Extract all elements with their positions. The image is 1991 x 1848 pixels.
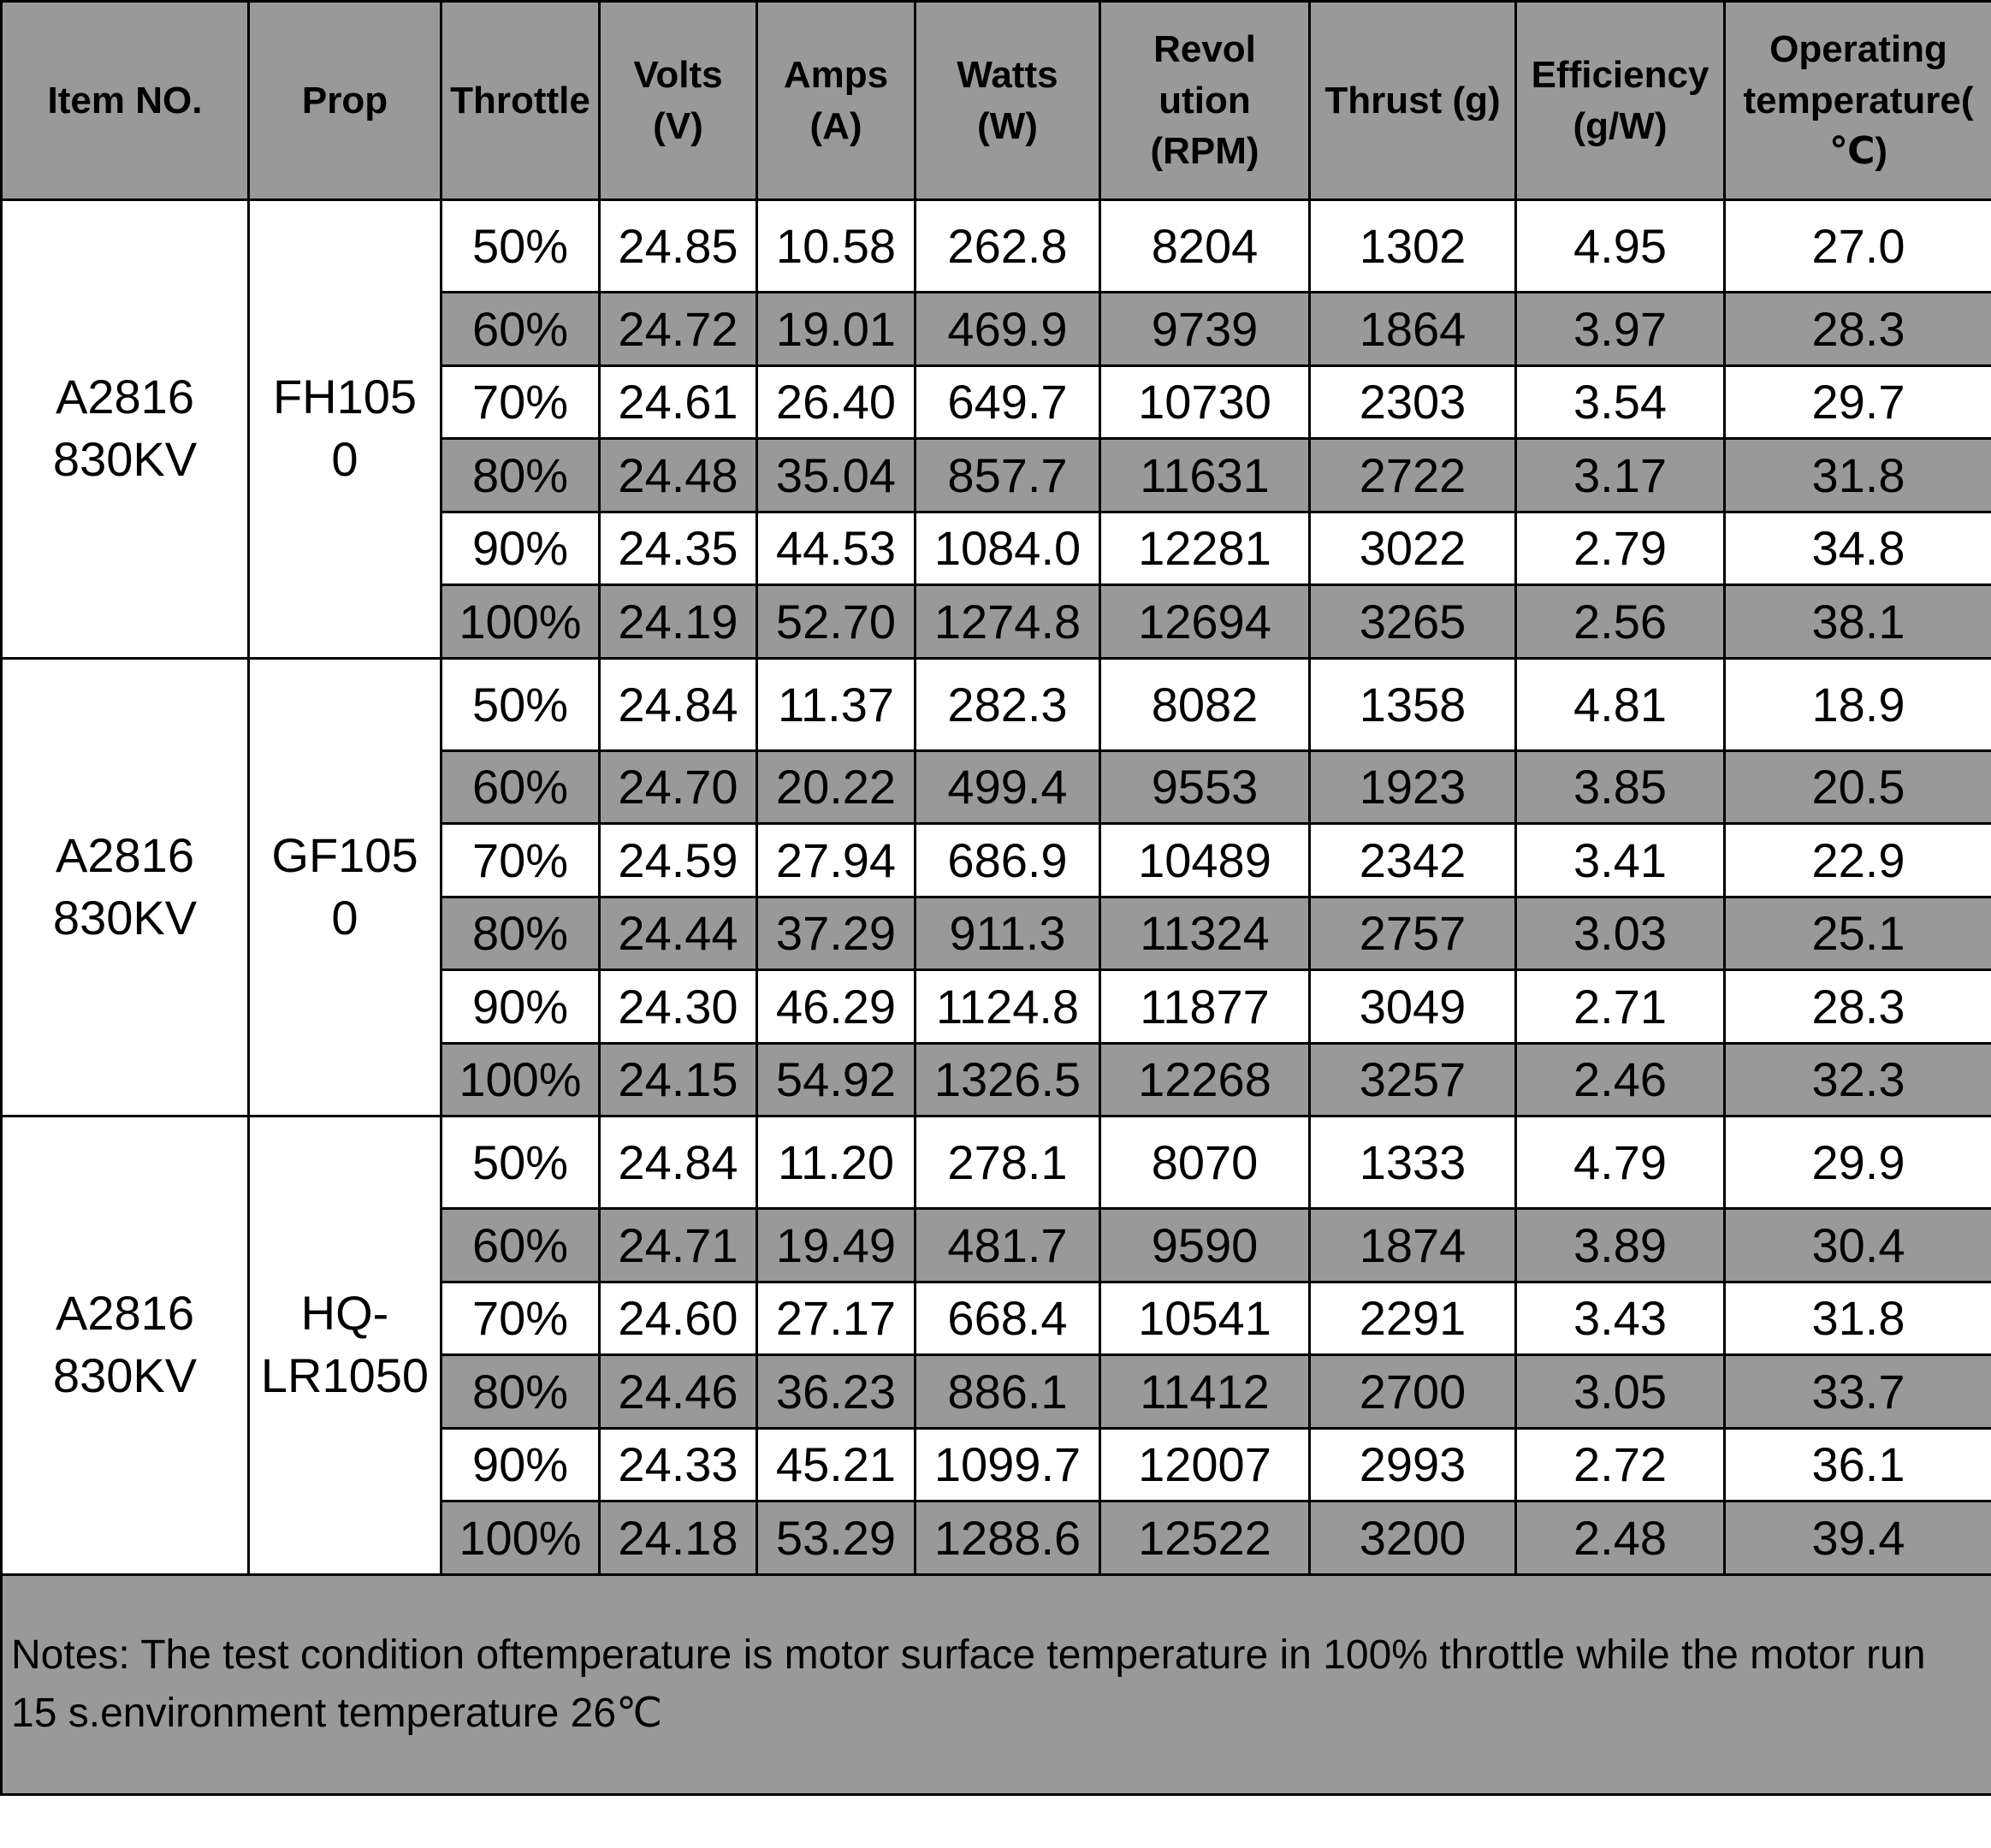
- temperature-cell: 36.1: [1725, 1428, 1991, 1502]
- header-efficiency: Efficiency (g/W): [1516, 2, 1725, 200]
- volts-cell: 24.46: [600, 1355, 757, 1429]
- throttle-cell: 90%: [441, 1428, 600, 1502]
- efficiency-cell: 3.89: [1516, 1209, 1725, 1282]
- header-item-no: Item NO.: [2, 2, 249, 200]
- notes-text: Notes: The test condition oftemperature is motor surface temperature in 100% throttle while the motor run 15 s.environment temperature 26℃: [2, 1574, 1991, 1794]
- volts-cell: 24.61: [600, 365, 757, 439]
- thrust-cell: 2757: [1310, 897, 1516, 970]
- thrust-cell: 2342: [1310, 824, 1516, 897]
- efficiency-cell: 2.48: [1516, 1502, 1725, 1575]
- header-thrust: Thrust (g): [1310, 2, 1516, 200]
- volts-cell: 24.59: [600, 824, 757, 897]
- volts-cell: 24.84: [600, 1116, 757, 1209]
- amps-cell: 10.58: [757, 200, 916, 293]
- thrust-cell: 3257: [1310, 1043, 1516, 1116]
- table-row: [2, 658, 1991, 750]
- temperature-cell: 31.8: [1725, 439, 1991, 512]
- watts-cell: 1274.8: [916, 585, 1100, 659]
- thrust-cell: 1864: [1310, 293, 1516, 366]
- header-row: [2, 2, 1991, 200]
- amps-cell: 35.04: [757, 439, 916, 512]
- throttle-cell: 100%: [441, 1502, 600, 1575]
- watts-cell: 282.3: [916, 658, 1100, 750]
- rpm-cell: 8070: [1100, 1116, 1310, 1209]
- thrust-cell: 2993: [1310, 1428, 1516, 1502]
- amps-cell: 44.53: [757, 512, 916, 585]
- thrust-cell: 3265: [1310, 585, 1516, 659]
- header-prop: Prop: [249, 2, 441, 200]
- thrust-cell: 1874: [1310, 1209, 1516, 1282]
- watts-cell: 1099.7: [916, 1428, 1100, 1502]
- temperature-cell: 33.7: [1725, 1355, 1991, 1429]
- amps-cell: 11.37: [757, 658, 916, 750]
- volts-cell: 24.60: [600, 1282, 757, 1355]
- rpm-cell: 11877: [1100, 970, 1310, 1044]
- header-throttle: Throttle: [441, 2, 600, 200]
- volts-cell: 24.72: [600, 293, 757, 366]
- rpm-cell: 12281: [1100, 512, 1310, 585]
- thrust-cell: 2291: [1310, 1282, 1516, 1355]
- watts-cell: 668.4: [916, 1282, 1100, 1355]
- efficiency-cell: 3.97: [1516, 293, 1725, 366]
- amps-cell: 27.94: [757, 824, 916, 897]
- temperature-cell: 38.1: [1725, 585, 1991, 659]
- watts-cell: 1084.0: [916, 512, 1100, 585]
- efficiency-cell: 2.46: [1516, 1043, 1725, 1116]
- throttle-cell: 80%: [441, 897, 600, 970]
- rpm-cell: 9553: [1100, 750, 1310, 824]
- amps-cell: 37.29: [757, 897, 916, 970]
- thrust-cell: 1923: [1310, 750, 1516, 824]
- table-row: [2, 1116, 1991, 1209]
- rpm-cell: 9739: [1100, 293, 1310, 366]
- rpm-cell: 10730: [1100, 365, 1310, 439]
- amps-cell: 19.49: [757, 1209, 916, 1282]
- volts-cell: 24.48: [600, 439, 757, 512]
- efficiency-cell: 4.81: [1516, 658, 1725, 750]
- temperature-cell: 29.9: [1725, 1116, 1991, 1209]
- rpm-cell: 8082: [1100, 658, 1310, 750]
- throttle-cell: 90%: [441, 970, 600, 1044]
- watts-cell: 1124.8: [916, 970, 1100, 1044]
- watts-cell: 469.9: [916, 293, 1100, 366]
- temperature-cell: 31.8: [1725, 1282, 1991, 1355]
- rpm-cell: 12522: [1100, 1502, 1310, 1575]
- watts-cell: 1326.5: [916, 1043, 1100, 1116]
- rpm-cell: 11631: [1100, 439, 1310, 512]
- thrust-cell: 1333: [1310, 1116, 1516, 1209]
- temperature-cell: 27.0: [1725, 200, 1991, 293]
- throttle-cell: 70%: [441, 1282, 600, 1355]
- amps-cell: 46.29: [757, 970, 916, 1044]
- throttle-cell: 50%: [441, 658, 600, 750]
- efficiency-cell: 4.95: [1516, 200, 1725, 293]
- amps-cell: 26.40: [757, 365, 916, 439]
- watts-cell: 1288.6: [916, 1502, 1100, 1575]
- thrust-cell: 2700: [1310, 1355, 1516, 1429]
- volts-cell: 24.30: [600, 970, 757, 1044]
- amps-cell: 20.22: [757, 750, 916, 824]
- watts-cell: 262.8: [916, 200, 1100, 293]
- throttle-cell: 70%: [441, 824, 600, 897]
- thrust-cell: 3200: [1310, 1502, 1516, 1575]
- efficiency-cell: 4.79: [1516, 1116, 1725, 1209]
- amps-cell: 52.70: [757, 585, 916, 659]
- watts-cell: 857.7: [916, 439, 1100, 512]
- efficiency-cell: 3.05: [1516, 1355, 1725, 1429]
- header-volts: Volts (V): [600, 2, 757, 200]
- efficiency-cell: 3.54: [1516, 365, 1725, 439]
- volts-cell: 24.18: [600, 1502, 757, 1575]
- table-body: [2, 200, 1991, 1575]
- throttle-cell: 50%: [441, 200, 600, 293]
- efficiency-cell: 3.17: [1516, 439, 1725, 512]
- rpm-cell: 10541: [1100, 1282, 1310, 1355]
- volts-cell: 24.15: [600, 1043, 757, 1116]
- throttle-cell: 60%: [441, 750, 600, 824]
- throttle-cell: 100%: [441, 585, 600, 659]
- item-no-cell: A2816 830KV: [2, 658, 249, 1116]
- amps-cell: 54.92: [757, 1043, 916, 1116]
- rpm-cell: 8204: [1100, 200, 1310, 293]
- efficiency-cell: 2.71: [1516, 970, 1725, 1044]
- efficiency-cell: 3.85: [1516, 750, 1725, 824]
- temperature-cell: 28.3: [1725, 293, 1991, 366]
- watts-cell: 886.1: [916, 1355, 1100, 1429]
- header-watts: Watts (W): [916, 2, 1100, 200]
- thrust-cell: 2722: [1310, 439, 1516, 512]
- rpm-cell: 11324: [1100, 897, 1310, 970]
- throttle-cell: 80%: [441, 439, 600, 512]
- header-amps: Amps (A): [757, 2, 916, 200]
- amps-cell: 45.21: [757, 1428, 916, 1502]
- amps-cell: 36.23: [757, 1355, 916, 1429]
- temperature-cell: 25.1: [1725, 897, 1991, 970]
- thrust-cell: 3049: [1310, 970, 1516, 1044]
- watts-cell: 686.9: [916, 824, 1100, 897]
- prop-cell: FH105 0: [249, 200, 441, 659]
- amps-cell: 11.20: [757, 1116, 916, 1209]
- throttle-cell: 60%: [441, 293, 600, 366]
- watts-cell: 499.4: [916, 750, 1100, 824]
- amps-cell: 27.17: [757, 1282, 916, 1355]
- prop-cell: GF105 0: [249, 658, 441, 1116]
- volts-cell: 24.85: [600, 200, 757, 293]
- header-operating-temperature: Operating temperature( ℃): [1725, 2, 1991, 200]
- thrust-cell: 1358: [1310, 658, 1516, 750]
- rpm-cell: 9590: [1100, 1209, 1310, 1282]
- rpm-cell: 11412: [1100, 1355, 1310, 1429]
- amps-cell: 19.01: [757, 293, 916, 366]
- temperature-cell: 34.8: [1725, 512, 1991, 585]
- temperature-cell: 28.3: [1725, 970, 1991, 1044]
- volts-cell: 24.44: [600, 897, 757, 970]
- efficiency-cell: 3.03: [1516, 897, 1725, 970]
- thrust-cell: 2303: [1310, 365, 1516, 439]
- volts-cell: 24.19: [600, 585, 757, 659]
- temperature-cell: 22.9: [1725, 824, 1991, 897]
- volts-cell: 24.71: [600, 1209, 757, 1282]
- volts-cell: 24.35: [600, 512, 757, 585]
- notes-row: [2, 1574, 1991, 1794]
- header-revolution: Revol ution (RPM): [1100, 2, 1310, 200]
- efficiency-cell: 3.41: [1516, 824, 1725, 897]
- rpm-cell: 12268: [1100, 1043, 1310, 1116]
- throttle-cell: 100%: [441, 1043, 600, 1116]
- efficiency-cell: 2.72: [1516, 1428, 1725, 1502]
- efficiency-cell: 3.43: [1516, 1282, 1725, 1355]
- volts-cell: 24.70: [600, 750, 757, 824]
- temperature-cell: 30.4: [1725, 1209, 1991, 1282]
- throttle-cell: 50%: [441, 1116, 600, 1209]
- efficiency-cell: 2.79: [1516, 512, 1725, 585]
- thrust-cell: 3022: [1310, 512, 1516, 585]
- rpm-cell: 10489: [1100, 824, 1310, 897]
- watts-cell: 481.7: [916, 1209, 1100, 1282]
- temperature-cell: 29.7: [1725, 365, 1991, 439]
- volts-cell: 24.84: [600, 658, 757, 750]
- temperature-cell: 32.3: [1725, 1043, 1991, 1116]
- amps-cell: 53.29: [757, 1502, 916, 1575]
- watts-cell: 649.7: [916, 365, 1100, 439]
- temperature-cell: 18.9: [1725, 658, 1991, 750]
- rpm-cell: 12007: [1100, 1428, 1310, 1502]
- thrust-cell: 1302: [1310, 200, 1516, 293]
- efficiency-cell: 2.56: [1516, 585, 1725, 659]
- throttle-cell: 80%: [441, 1355, 600, 1429]
- temperature-cell: 39.4: [1725, 1502, 1991, 1575]
- throttle-cell: 60%: [441, 1209, 600, 1282]
- watts-cell: 278.1: [916, 1116, 1100, 1209]
- rpm-cell: 12694: [1100, 585, 1310, 659]
- throttle-cell: 90%: [441, 512, 600, 585]
- throttle-cell: 70%: [441, 365, 600, 439]
- item-no-cell: A2816 830KV: [2, 200, 249, 659]
- volts-cell: 24.33: [600, 1428, 757, 1502]
- temperature-cell: 20.5: [1725, 750, 1991, 824]
- watts-cell: 911.3: [916, 897, 1100, 970]
- table-row: [2, 200, 1991, 293]
- item-no-cell: A2816 830KV: [2, 1116, 249, 1575]
- prop-cell: HQ- LR1050: [249, 1116, 441, 1575]
